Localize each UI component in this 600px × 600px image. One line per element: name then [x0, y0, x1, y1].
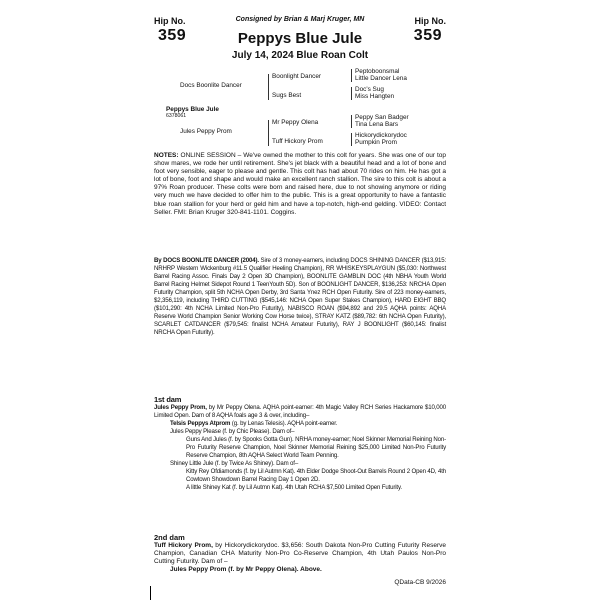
first-dam-section: [154, 394, 446, 492]
notes-section: [154, 152, 446, 217]
produce-item: Jules Peppy Please (f. by Chic Please). Dam of–: [170, 428, 295, 435]
sire-paragraph: [154, 257, 446, 337]
produce-item: Telsis Peppys Atprom (g. by Lenas Telesis). AQHA point-earner.: [170, 420, 338, 427]
second-dam-section: [154, 532, 446, 574]
hip-label-right: Hip No.: [414, 16, 446, 26]
produce-item: A little Shiney Kat (f. by Lil Autmn Kat). 4th Utah RCHA $7,500 Limited Open Futurity.: [186, 484, 402, 491]
pedigree-ddg2: Pumpkin Prom: [355, 139, 397, 146]
hip-number-right: 359: [413, 27, 442, 44]
pedigree-ssg1: Peptoboonsmal: [355, 68, 400, 75]
registration-number: 6378061: [166, 113, 187, 119]
sire-lead: By DOCS BOONLITE DANCER (2004).: [154, 257, 259, 264]
pedigree-dam-dam: Tuff Hickory Prom: [272, 138, 323, 145]
pedigree-sdg1: Doc's Sug: [355, 86, 384, 93]
pedigree-bracket: [268, 120, 269, 146]
pedigree-bracket: [268, 74, 269, 100]
produce-item: Shiney Little Jule (f. by Twice As Shiney). Dam of–: [170, 460, 299, 467]
second-dam-name: Tuff Hickory Prom,: [154, 542, 213, 550]
pedigree-bracket: [351, 115, 352, 128]
pedigree-ssg2: Little Dancer Lena: [355, 75, 407, 82]
pedigree-subject: Peppys Blue Jule: [166, 106, 219, 113]
pedigree-sire-sire: Boonlight Dancer: [272, 73, 322, 80]
hip-label-left: Hip No.: [154, 16, 186, 26]
pedigree-dsg1: Peppy San Badger: [355, 114, 409, 121]
notes-label: NOTES:: [154, 152, 179, 159]
footer-code: QData-CB 9/2026: [394, 579, 446, 586]
produce-item: Jules Peppy Prom (f. by Mr Peppy Olena). Above.: [170, 566, 322, 574]
second-dam-text: Tuff Hickory Prom, by Hickorydickorydoc. $3,656: South Dakota Non-Pro Cutting Futurity Reserve Champion, Canadian CHA Maturity Non-Pro Co-Reserve Champion, 4th Utah Paulos Non-Pro Cutting Futurity. Dam of –: [154, 542, 446, 566]
produce-item: Kitty Rey Ofdiamonds (f. by Lil Autmn Kat). 4th Elder Dodge Shoot-Out Barrels Round 2 Open 4D, 4th Cowtown Showdown Barrel Racing Day 1 Open 2D.: [186, 468, 446, 483]
pedigree-dam: Jules Peppy Prom: [180, 128, 232, 135]
produce-item: Guns And Jules (f. by Spooks Gotta Gun). NRHA money-earner; Noel Skinner Memorial Reining Non-Pro Futurity Reserve Champion, Noel Skinner Memorial Reining $25,000 Limited Non-Pro Futurity Reserve Champion, 8th AQHA Select World Team Penning.: [186, 436, 446, 459]
sire-text: Sire of 3 money-earners, including DOCS SHINING DANCER ($13,915: NRHRP Western Wickenburg #11.5 Qualifier Heeling Champion), RR WHISKEYSPLAYGUN ($5,030: Northwest Barrel Racing Assoc. Finals Day 2 Open 3D Champion), BOONLITE GAMBLIN DOC (4th NBHA Youth World Barrel Racing Helmet Sidepot Round 1 TeenYouth 5D). Son of BOONLIGHT DANCER, $136,253: NRCHA Open Futurity Champion, split 5th NCHA Open Derby, 3rd Santa Ynez RCH Open Futurity. Sire of 223 money-earners, $2,356,119, including THIRD CUTTING ($545,146: NCHA Open Super Stakes Champion), HARD EIGHT BBQ ($101,290: 4th NCHA Limited Non-Pro Futurity), NABISCO ROAN ($94,892 and 29.5 AQHA points: AQHA Reserve World Champion Senior Working Cow Horse twice), STRAY KATZ ($89,782: 6th NCHA Open Futurity), SCARLET CATDANCER ($79,545: finalist NCHA Amateur Futurity), RAY J BOONLIGHT ($60,145: finalist NRCHA Open Futurity).: [154, 257, 446, 336]
pedigree-dam-sire: Mr Peppy Olena: [272, 119, 319, 126]
first-dam-name: Jules Peppy Prom,: [154, 404, 207, 411]
horse-name: Peppys Blue Jule: [237, 30, 363, 47]
consigned-by: Consigned by Brian & Marj Kruger, MN: [235, 16, 365, 23]
pedigree-sire: Docs Boonlite Dancer: [180, 82, 242, 89]
pedigree-bracket: [351, 69, 352, 82]
hip-number-left: 359: [158, 27, 187, 44]
notes-text: ONLINE SESSION – We've owned the mother to this colt for years. She was one of our top show mares, we rode her until retirement. She's jet black with a beautiful head and a lot of bone and foot very sensible, eager to please and gentle. This colt has had about 70 rides on him. He has got a lot of bone, foot and shape and would make an excellent ranch stallion. The sire to this colt is about a 97% Roan producer. These colts were born and raised here, due to not showing anymore or riding very much we have decided to offer him to the public. This is a great opportunity to have a fantastic blue roan stallion for your herd or geld him and have a top-notch, high-end gelding. VIDEO: Contact Seller. FMI: Brian Kruger 320-841-1101. Coggins.: [154, 152, 446, 216]
page-edge-mark: [150, 586, 151, 600]
pedigree-sdg2: Miss Hangten: [355, 93, 395, 100]
catalog-page: [150, 14, 450, 600]
pedigree-bracket: [351, 87, 352, 100]
second-dam-heading: 2nd dam: [154, 533, 185, 542]
first-dam-heading: 1st dam: [154, 395, 182, 404]
pedigree-bracket: [351, 133, 352, 146]
pedigree-dsg2: Tina Lena Bars: [355, 121, 399, 128]
first-dam-text: Jules Peppy Prom, by Mr Peppy Olena. AQHA point-earner: 4th Magic Valley RCH Series Hackamore $10,000 Limited Open. Dam of 8 AQHA foals age 3 & over, including–: [154, 404, 446, 419]
pedigree-ddg1: Hickorydickorydoc: [355, 132, 407, 139]
foaling-date-color: July 14, 2024 Blue Roan Colt: [231, 50, 369, 61]
pedigree-sire-dam: Sugs Best: [272, 92, 302, 99]
